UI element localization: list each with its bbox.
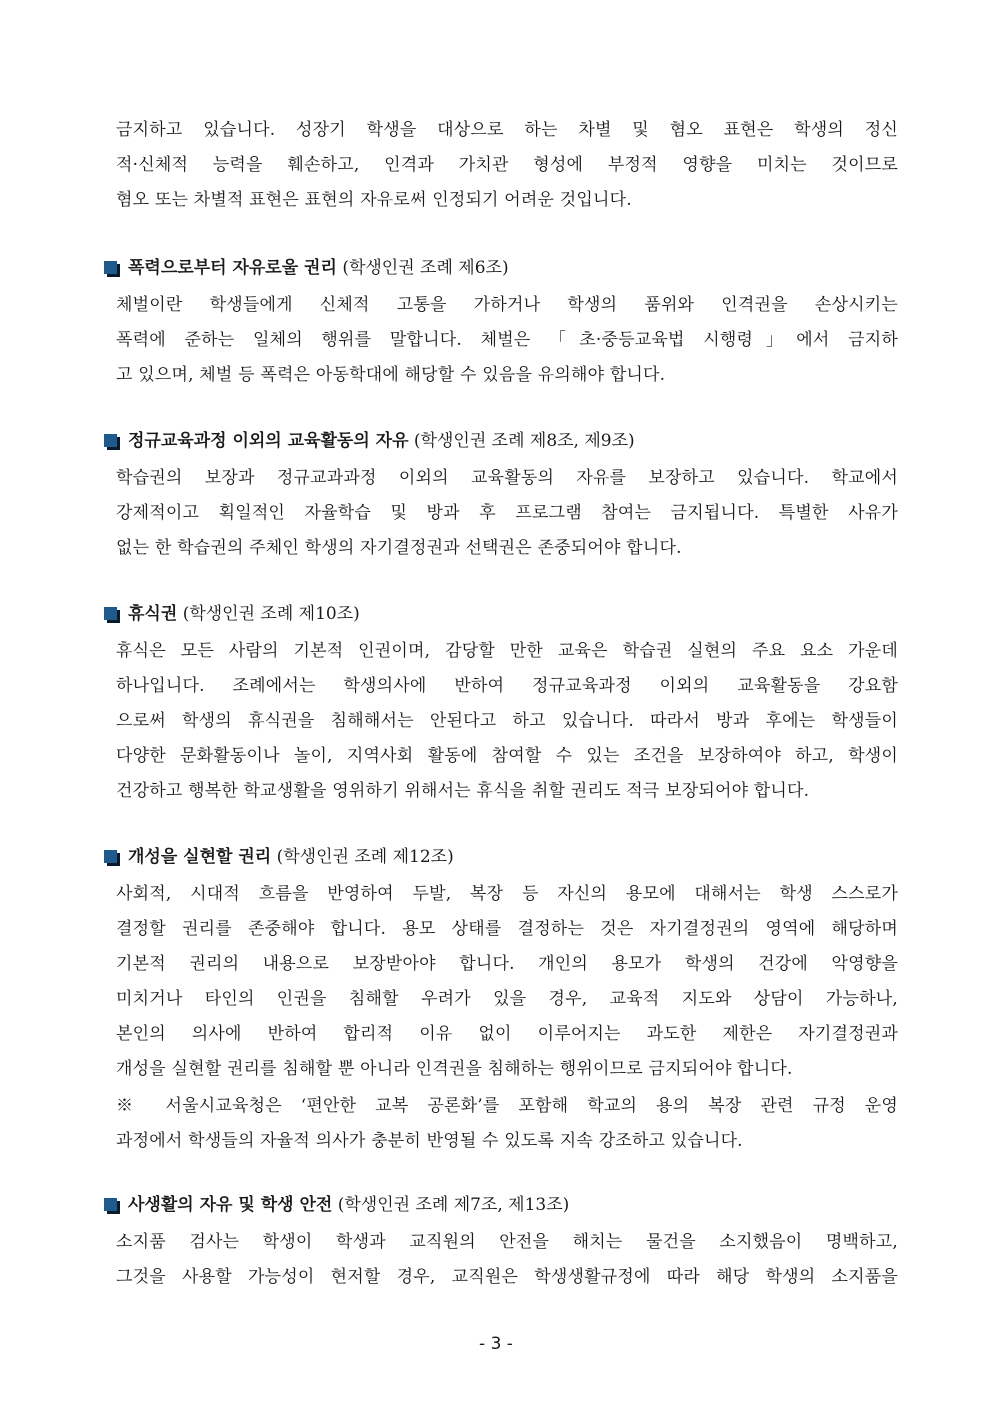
text-line: 체벌이란 학생들에게 신체적 고통을 가하거나 학생의 품위와 인격권을 손상시키는 [116, 295, 898, 315]
square-bullet-icon [104, 1198, 119, 1213]
text-line: 강제적이고 획일적인 자율학습 및 방과 후 프로그램 참여는 금지됩니다. 특별한 사유가 [116, 503, 898, 523]
square-bullet-icon [104, 850, 119, 865]
section-title: 휴식권 [128, 604, 178, 624]
text-line: 학습권의 보장과 정규교과과정 이외의 교육활동의 자유를 보장하고 있습니다. 학교에서 [116, 468, 898, 488]
section-heading [104, 598, 886, 630]
text-line: 본인의 의사에 반하여 합리적 이유 없이 이루어지는 과도한 제한은 자기결정권과 [116, 1024, 898, 1044]
text-line: 적·신체적 능력을 훼손하고, 인격과 가치관 형성에 부정적 영향을 미치는 것이므로 [116, 155, 898, 175]
text-line: 혐오 또는 차별적 표현은 표현의 자유로써 인정되기 어려운 것입니다. [116, 190, 632, 210]
text-line: 폭력에 준하는 일체의 행위를 말합니다. 체벌은 「초·중등교육법 시행령」에서 금지하 [116, 330, 898, 350]
text-line: 고 있으며, 체벌 등 폭력은 아동학대에 해당할 수 있음을 유의해야 합니다. [116, 365, 666, 385]
note-paragraph [116, 1089, 898, 1159]
section-heading [104, 1189, 886, 1221]
square-bullet-icon [104, 434, 119, 449]
section-reference: (학생인권 조례 제10조) [182, 604, 360, 624]
intro-paragraph [116, 113, 898, 218]
section-title: 개성을 실현할 권리 [128, 847, 272, 867]
text-line: 그것을 사용할 가능성이 현저할 경우, 교직원은 학생생활규정에 따라 해당 학생의 소지품을 [116, 1267, 898, 1287]
section-title: 정규교육과정 이외의 교육활동의 자유 [128, 431, 409, 451]
section-paragraph [116, 877, 898, 1087]
section-heading [104, 425, 886, 457]
text-line: 다양한 문화활동이나 놀이, 지역사회 활동에 참여할 수 있는 조건을 보장하여야 하고, 학생이 [116, 746, 898, 766]
section-heading [104, 252, 886, 284]
page-number: - 3 - [479, 1334, 513, 1354]
section-reference: (학생인권 조례 제6조) [342, 258, 509, 278]
text-line: 사회적, 시대적 흐름을 반영하여 두발, 복장 등 자신의 용모에 대해서는 학생 스스로가 [116, 884, 898, 904]
document-body [116, 113, 898, 1295]
text-line: 하나입니다. 조례에서는 학생의사에 반하여 정규교육과정 이외의 교육활동을 강요함 [116, 676, 898, 696]
text-line: 으로써 학생의 휴식권을 침해해서는 안된다고 하고 있습니다. 따라서 방과 후에는 학생들이 [116, 711, 898, 731]
text-line: 결정할 권리를 존중해야 합니다. 용모 상태를 결정하는 것은 자기결정권의 영역에 해당하며 [116, 919, 898, 939]
text-line: 건강하고 행복한 학교생활을 영위하기 위해서는 휴식을 취할 권리도 적극 보장되어야 합니다. [116, 781, 810, 801]
section-reference: (학생인권 조례 제7조, 제13조) [337, 1195, 570, 1215]
text-line: ※ 서울시교육청은 ‘편안한 교복 공론화’를 포함해 학교의 용의 복장 관련 규정 운영 [116, 1096, 898, 1116]
text-line: 금지하고 있습니다. 성장기 학생을 대상으로 하는 차별 및 혐오 표현은 학생의 정신 [116, 120, 898, 140]
square-bullet-icon [104, 261, 119, 276]
text-line: 소지품 검사는 학생이 학생과 교직원의 안전을 해치는 물건을 소지했음이 명백하고, [116, 1232, 898, 1252]
section-paragraph [116, 288, 898, 393]
section-paragraph [116, 1225, 898, 1295]
section-paragraph [116, 461, 898, 566]
text-line: 없는 한 학습권의 주체인 학생의 자기결정권과 선택권은 존중되어야 합니다. [116, 538, 682, 558]
text-line: 미치거나 타인의 인권을 침해할 우려가 있을 경우, 교육적 지도와 상담이 가능하나, [116, 989, 898, 1009]
section-title: 폭력으로부터 자유로울 권리 [128, 258, 337, 278]
text-line: 기본적 권리의 내용으로 보장받아야 합니다. 개인의 용모가 학생의 건강에 악영향을 [116, 954, 898, 974]
text-line: 과정에서 학생들의 자율적 의사가 충분히 반영될 수 있도록 지속 강조하고 있습니다. [116, 1131, 743, 1151]
text-line: 개성을 실현할 권리를 침해할 뿐 아니라 인격권을 침해하는 행위이므로 금지되어야 합니다. [116, 1059, 793, 1079]
text-line: 휴식은 모든 사람의 기본적 인권이며, 감당할 만한 교육은 학습권 실현의 주요 요소 가운데 [116, 641, 898, 661]
section-reference: (학생인권 조례 제12조) [276, 847, 454, 867]
section-heading [104, 841, 886, 873]
section-reference: (학생인권 조례 제8조, 제9조) [413, 431, 635, 451]
section-paragraph [116, 634, 898, 809]
square-bullet-icon [104, 607, 119, 622]
section-title: 사생활의 자유 및 학생 안전 [128, 1195, 333, 1215]
